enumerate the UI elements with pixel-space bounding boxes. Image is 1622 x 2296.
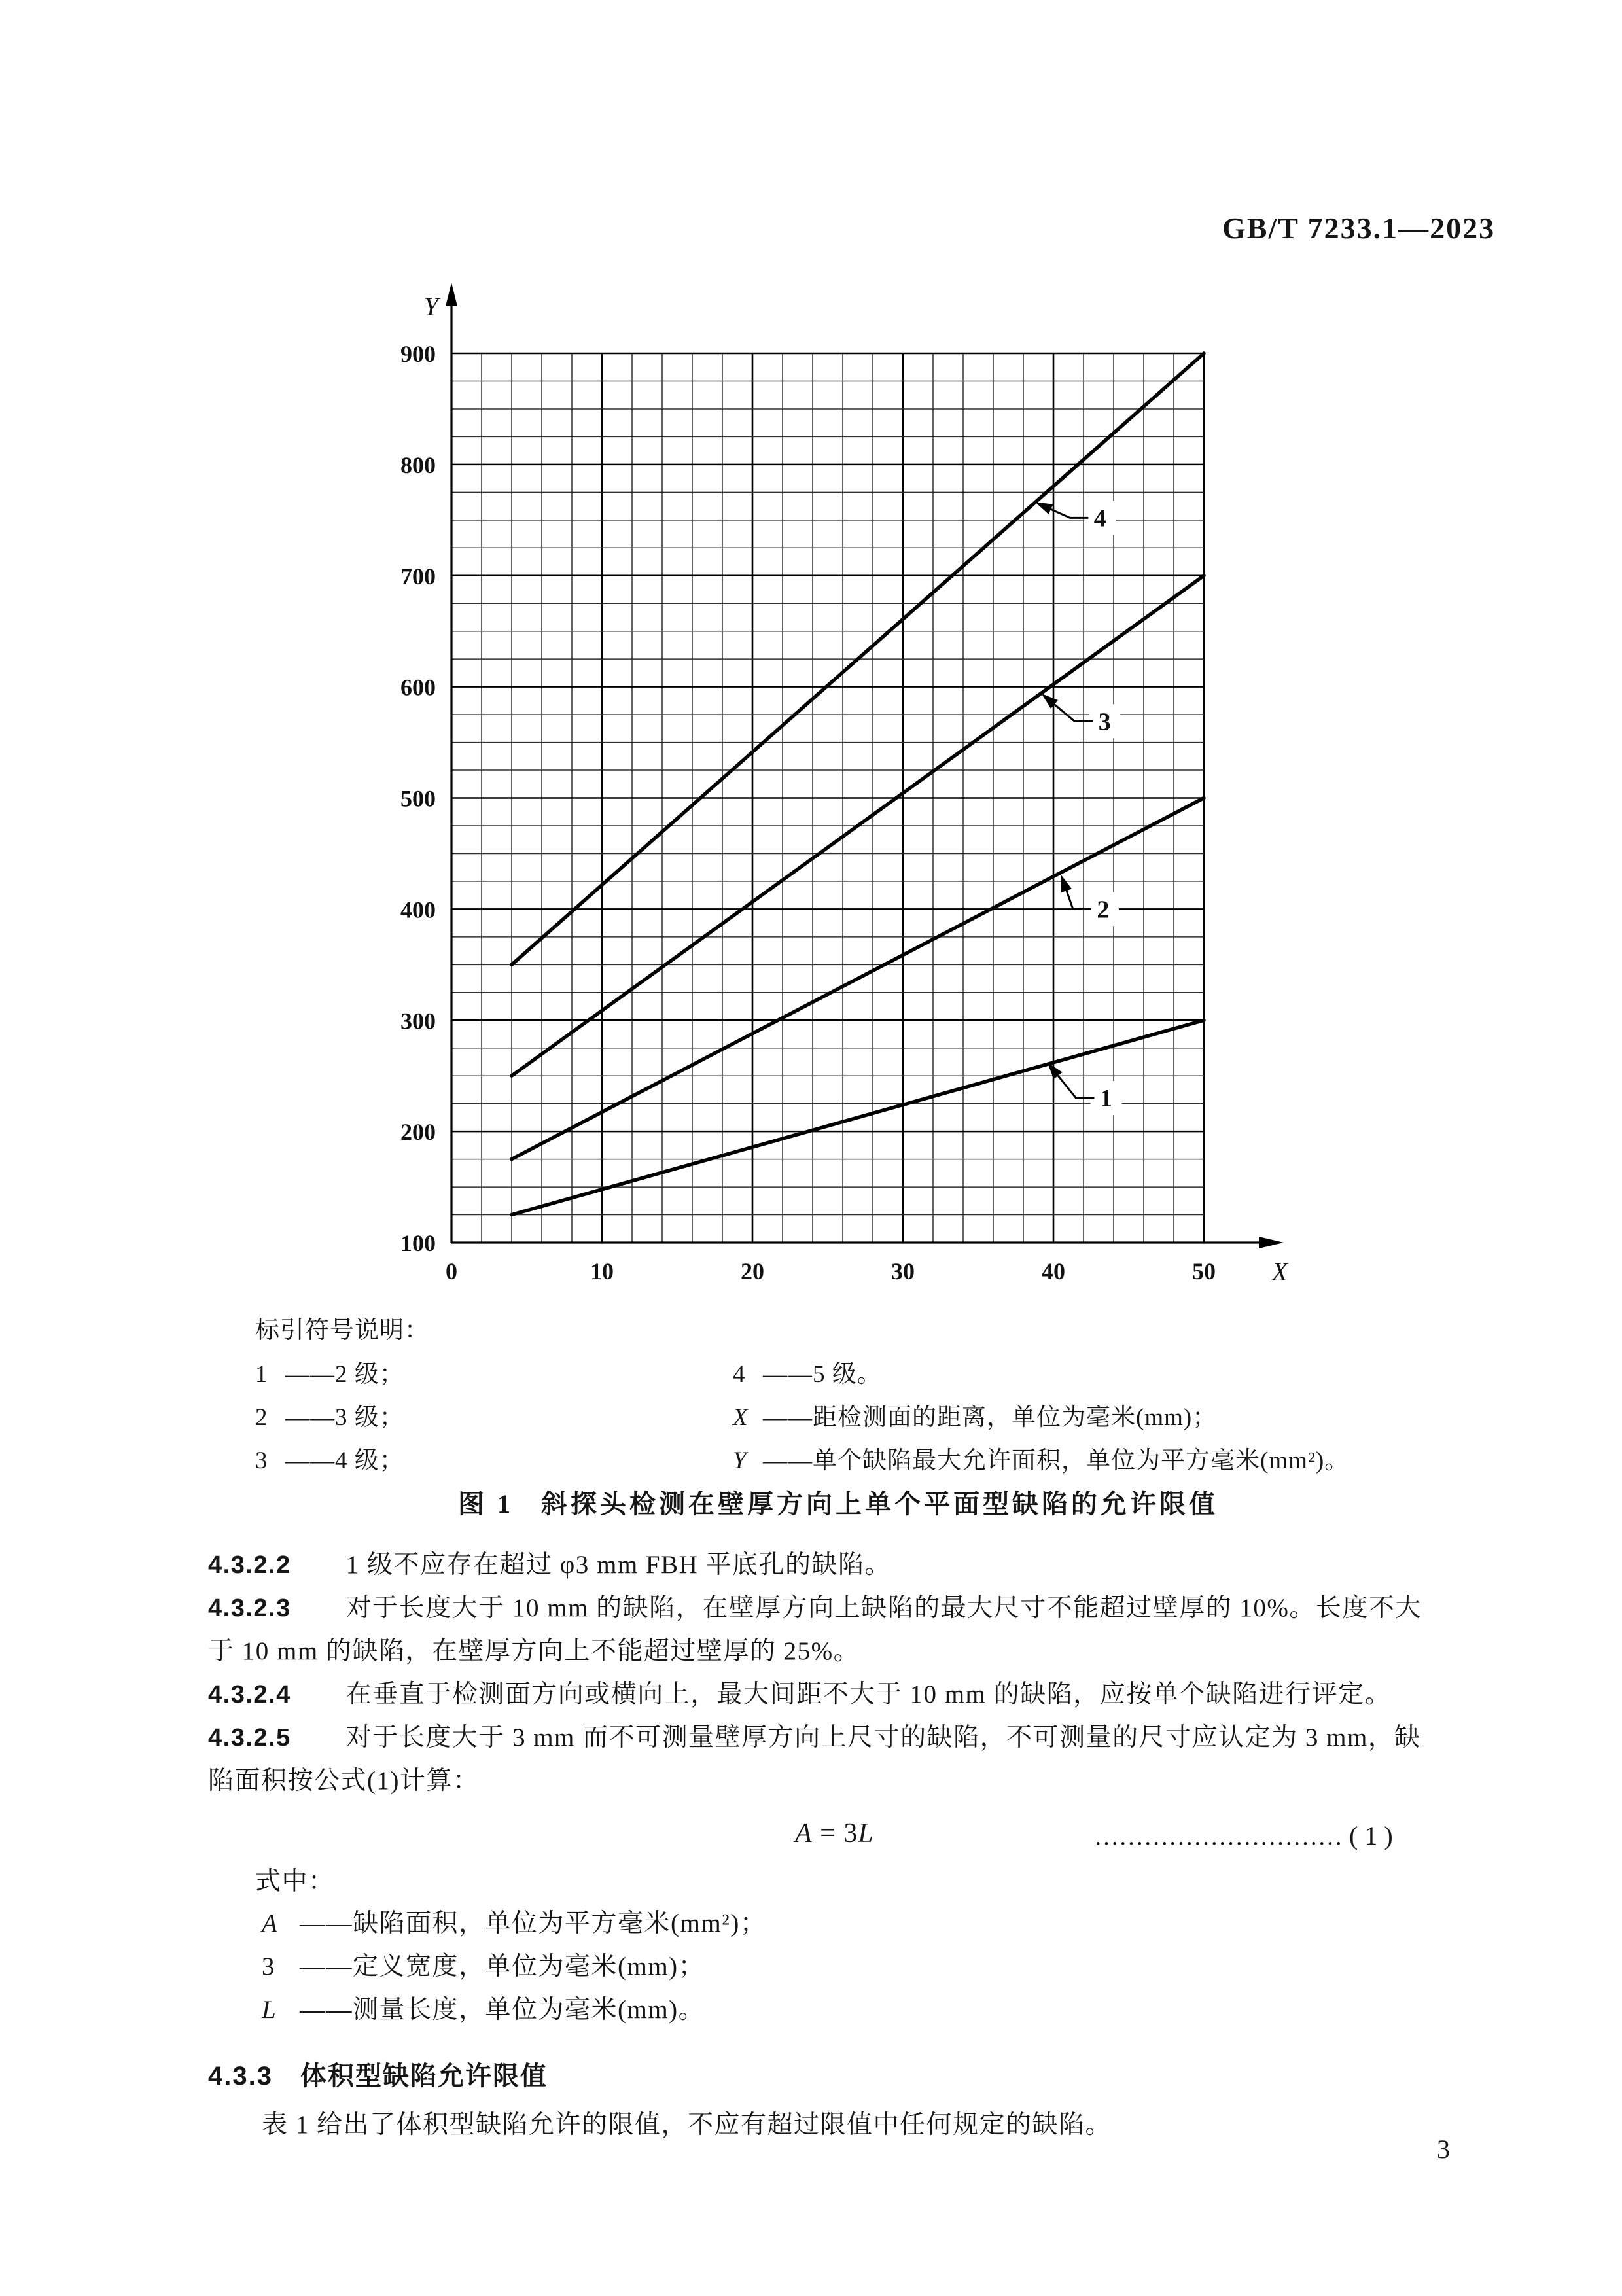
where-text: ——测量长度，单位为毫米(mm)。 xyxy=(300,1996,705,2024)
legend-text: ——3 级； xyxy=(285,1404,404,1431)
callout-label: 1 xyxy=(1100,1085,1112,1113)
formula-number: ( 1 ) xyxy=(1349,1821,1393,1850)
callout-label: 2 xyxy=(1097,896,1110,924)
where-intro: 式中： xyxy=(255,1867,335,1896)
formula-leader xyxy=(1094,1820,1393,1851)
clause-line xyxy=(208,1552,891,1578)
where-item xyxy=(262,1911,766,1936)
x-tick-label: 30 xyxy=(891,1258,915,1284)
legend-item xyxy=(733,1354,882,1389)
x-tick-label: 40 xyxy=(1042,1258,1065,1284)
legend-symbol: 4 xyxy=(733,1361,746,1388)
legend-symbol: X xyxy=(733,1404,749,1431)
y-tick-label: 900 xyxy=(400,341,436,367)
clause-text: 对于长度大于 3 mm 而不可测量壁厚方向上尺寸的缺陷，不可测量的尺寸应认定为 3 mm，缺 xyxy=(345,1723,1421,1752)
clause-line xyxy=(208,1768,479,1793)
legend-item xyxy=(255,1440,404,1475)
y-tick-label: 500 xyxy=(400,785,436,812)
clause-text: 在垂直于检测面方向或横向上，最大间距不大于 10 mm 的缺陷，应按单个缺陷进行评定。 xyxy=(345,1680,1392,1708)
formula-expression xyxy=(795,1818,874,1849)
where-item xyxy=(262,1954,705,1979)
x-axis-label: X xyxy=(1271,1257,1288,1286)
clause-number: 4.3.2.4 xyxy=(208,1681,291,1708)
figure-caption xyxy=(458,1483,1218,1521)
y-tick-label: 100 xyxy=(400,1230,436,1256)
y-axis-arrow-icon xyxy=(446,283,457,306)
clause-line xyxy=(208,1725,1421,1750)
callout-label: 3 xyxy=(1098,708,1111,736)
section-title: 体积型缺陷允许限值 xyxy=(300,2061,548,2091)
x-tick-label: 10 xyxy=(590,1258,614,1284)
figure-caption-label: 图 1 xyxy=(458,1489,514,1519)
legend-text: ——单个缺陷最大允许面积，单位为平方毫米(mm²)。 xyxy=(763,1447,1350,1474)
formula-dots: ………………………… xyxy=(1094,1823,1343,1850)
clause-text: 于 10 mm 的缺陷，在壁厚方向上不能超过壁厚的 25%。 xyxy=(208,1637,860,1665)
clause-line xyxy=(208,1682,1391,1707)
legend-symbol: 3 xyxy=(255,1447,268,1474)
legend-item xyxy=(733,1440,1349,1475)
formula-lhs: A xyxy=(795,1818,813,1848)
page-number: 3 xyxy=(1437,2134,1450,2164)
clause-number: 4.3.2.2 xyxy=(208,1551,291,1579)
legend-text: ——4 级； xyxy=(285,1447,404,1474)
clause-text: 1 级不应存在超过 φ3 mm FBH 平底孔的缺陷。 xyxy=(345,1551,892,1579)
y-tick-label: 600 xyxy=(400,674,436,701)
series-callouts xyxy=(1035,501,1121,1115)
clause-line xyxy=(208,1595,1422,1621)
y-tick-label: 700 xyxy=(400,563,436,590)
x-axis-arrow-icon xyxy=(1259,1237,1284,1248)
legend-symbol: 1 xyxy=(255,1361,268,1388)
legend-item xyxy=(255,1397,404,1432)
clause-line xyxy=(208,1638,860,1664)
callout-arrowhead-icon xyxy=(1061,875,1072,892)
formula-eq: = 3 xyxy=(812,1818,858,1848)
clause-number: 4.3.2.5 xyxy=(208,1724,291,1752)
closing-paragraph: 表 1 给出了体积型缺陷允许的限值，不应有超过限值中任何规定的缺陷。 xyxy=(262,2111,1112,2139)
legend-item xyxy=(733,1397,1217,1432)
y-tick-label: 300 xyxy=(400,1008,436,1034)
y-tick-label: 200 xyxy=(400,1119,436,1146)
callout-label: 4 xyxy=(1093,504,1106,533)
doc-number: GB/T 7233.1—2023 xyxy=(1222,211,1496,245)
where-symbol: L xyxy=(262,1996,277,2024)
legend-text: ——距检测面的距离，单位为毫米(mm)； xyxy=(763,1404,1218,1431)
callout-arrowhead-icon xyxy=(1048,1063,1063,1080)
y-tick-label: 800 xyxy=(400,451,436,478)
clause-text: 陷面积按公式(1)计算： xyxy=(208,1767,480,1795)
legend-text: ——5 级。 xyxy=(763,1361,882,1388)
tick-labels xyxy=(400,292,1289,1286)
where-text: ——定义宽度，单位为毫米(mm)； xyxy=(300,1952,705,1981)
where-symbol: A xyxy=(262,1909,279,1937)
figure-caption-title: 斜探头检测在壁厚方向上单个平面型缺陷的允许限值 xyxy=(541,1489,1218,1519)
series-line-1 xyxy=(512,1020,1204,1214)
clause-number: 4.3.2.3 xyxy=(208,1595,291,1622)
where-text: ——缺陷面积，单位为平方毫米(mm²)； xyxy=(300,1909,767,1937)
callout-leader-line xyxy=(1051,702,1093,722)
y-axis-label: Y xyxy=(423,292,438,321)
legend-item xyxy=(255,1354,404,1389)
x-tick-label: 0 xyxy=(446,1258,457,1284)
y-tick-label: 400 xyxy=(400,896,436,923)
callout-leader-line xyxy=(1055,1072,1094,1098)
legend-symbol: 2 xyxy=(255,1404,268,1431)
formula-var: L xyxy=(858,1818,874,1848)
x-tick-label: 20 xyxy=(741,1258,764,1284)
where-symbol: 3 xyxy=(262,1952,275,1981)
legend-title: 标引符号说明： xyxy=(255,1317,429,1344)
x-tick-label: 50 xyxy=(1192,1258,1216,1284)
callout-arrowhead-icon xyxy=(1035,503,1053,514)
figure-1-chart xyxy=(366,255,1348,1315)
section-heading xyxy=(208,2055,548,2093)
section-number: 4.3.3 xyxy=(208,2062,273,2091)
clause-text: 对于长度大于 10 mm 的缺陷，在壁厚方向上缺陷的最大尺寸不能超过壁厚的 10%。长度不大 xyxy=(345,1594,1422,1622)
legend-text: ——2 级； xyxy=(285,1361,404,1388)
where-item xyxy=(262,1997,705,2022)
legend-symbol: Y xyxy=(733,1447,747,1474)
